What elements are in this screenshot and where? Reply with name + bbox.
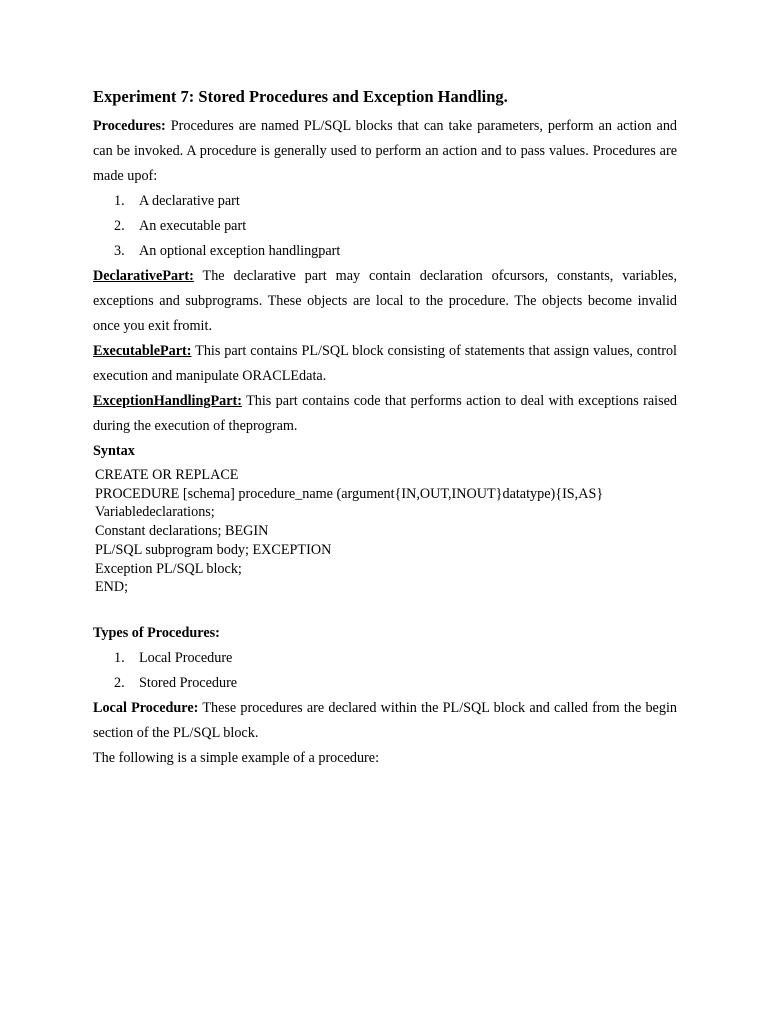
example-paragraph: The following is a simple example of a procedure:	[93, 749, 380, 766]
code-line: Exception PL/SQL block;	[95, 560, 242, 577]
list-number: 3.	[114, 243, 125, 259]
list-item	[114, 239, 677, 264]
list-number: 2.	[114, 674, 125, 691]
code-line: END;	[95, 579, 129, 596]
procedures-text: Procedures are named PL/SQL blocks that can take parameters, perform an action and can be invoked. A procedure is generally used to perform an action and to pass values. Procedures are made upof:	[93, 118, 678, 184]
list-text: A declarative part	[139, 193, 240, 209]
exception-paragraph	[93, 389, 677, 439]
list-text: An optional exception handlingpart	[139, 243, 341, 259]
document-page	[93, 86, 677, 771]
list-item	[114, 189, 677, 214]
types-list	[93, 646, 677, 696]
types-heading: Types of Procedures:	[93, 624, 220, 641]
list-text: An executable part	[139, 218, 247, 234]
syntax-code-block	[95, 466, 677, 597]
list-number: 2.	[114, 218, 125, 234]
local-procedure-text: These procedures are declared within the PL/SQL block and called from the begin section of the PL/SQL block.	[93, 699, 677, 741]
exception-label: ExceptionHandlingPart:	[93, 393, 242, 409]
list-item	[114, 671, 677, 696]
local-procedure-label: Local Procedure:	[93, 699, 199, 716]
list-item	[114, 646, 677, 671]
exception-text: This part contains code that performs action to deal with exceptions raised during the execution of theprogram.	[93, 393, 677, 434]
list-text: Local Procedure	[139, 649, 233, 666]
declarative-paragraph	[93, 264, 677, 339]
executable-label: ExecutablePart:	[93, 343, 192, 359]
code-line: PL/SQL subprogram body; EXCEPTION	[95, 541, 332, 558]
code-line: Variabledeclarations;	[95, 504, 215, 521]
local-procedure-paragraph	[93, 696, 677, 746]
list-number: 1.	[114, 193, 125, 209]
list-text: Stored Procedure	[139, 674, 238, 691]
code-line: PROCEDURE [schema] procedure_name (argument{IN,OUT,INOUT}datatype){IS,AS}	[95, 485, 604, 502]
procedures-label: Procedures:	[93, 118, 166, 134]
document-title: Experiment 7: Stored Procedures and Exception Handling.	[93, 87, 508, 106]
spacer	[93, 597, 677, 621]
executable-text: This part contains PL/SQL block consisting of statements that assign values, control execution and manipulate ORACLEdata.	[93, 343, 677, 384]
declarative-text: The declarative part may contain declaration ofcursors, constants, variables, exceptions and subprograms. These objects are local to the procedure. The objects become invalid once you exit fromit.	[93, 268, 677, 334]
code-line: CREATE OR REPLACE	[95, 467, 239, 483]
code-line: Constant declarations; BEGIN	[95, 523, 269, 540]
declarative-label: DeclarativePart:	[93, 268, 194, 284]
executable-paragraph	[93, 339, 677, 389]
parts-list	[93, 189, 677, 264]
list-item	[114, 214, 677, 239]
procedures-paragraph	[93, 114, 677, 189]
syntax-heading: Syntax	[93, 443, 135, 459]
list-number: 1.	[114, 649, 125, 666]
